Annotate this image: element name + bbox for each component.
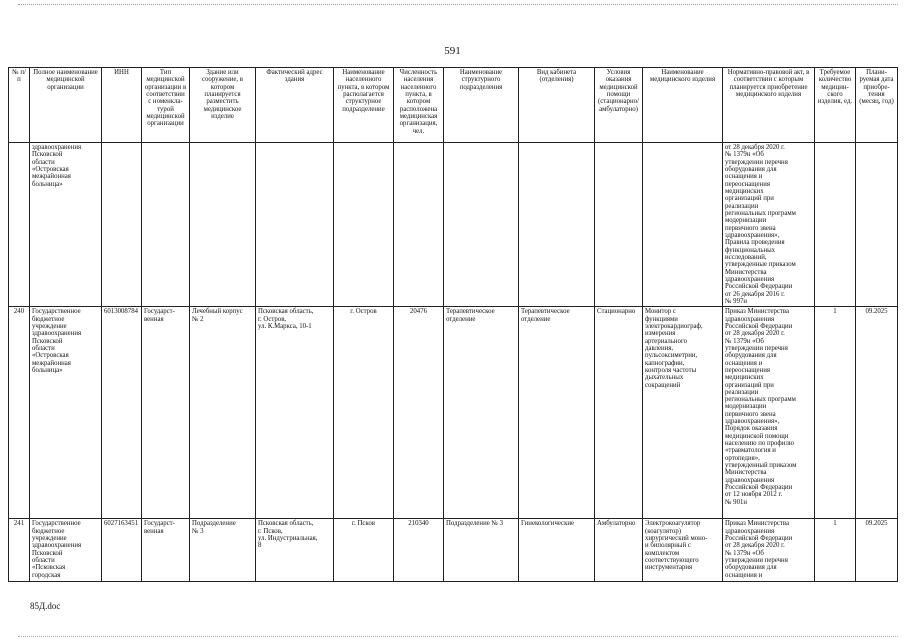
cell-address	[256, 143, 334, 307]
table-row	[9, 143, 898, 307]
col-header-subdivision: Наименование структурного подразделения	[444, 68, 519, 143]
cell-building	[190, 143, 256, 307]
col-header-cabinet: Вид кабинета (отделения)	[519, 68, 595, 143]
cell-date: 09.2025	[856, 307, 898, 519]
cell-conditions	[595, 143, 643, 307]
cell-act: от 28 декабря 2020 г. № 1379н «Об утверждении перечня оборудования для оснащения и переоснащения медицинских организаций при реализации региональных программ модернизации первичного звена здравоохранения», Правила проведения функциональных исследований, утвержденные приказом Министерства здравоохранения Российской Федерации от 26 декабря 2016 г. № 997н	[723, 143, 815, 307]
cell-act: Приказ Министерства здравоохранения Российской Федерации от 28 декабря 2020 г. № 1379н «Об утверждении перечня оборудования для оснащения и	[723, 519, 815, 582]
table-row	[9, 307, 898, 519]
col-header-qty: Требуемое количество медицин- ского изделия, ед.	[815, 68, 856, 143]
document-filename: 85Д.doc	[30, 601, 61, 611]
cell-type: Государст- венная	[142, 519, 190, 582]
cell-device	[643, 143, 723, 307]
cell-num	[9, 143, 30, 307]
cell-cabinet: Гинекологические	[519, 519, 595, 582]
cell-device: Электрокоагулятор (коагулятор) хирургический моно- и биполярный с комплектом соответствующего инструментария	[643, 519, 723, 582]
cell-conditions: Амбулаторно	[595, 519, 643, 582]
col-header-building: Здание или сооружение, в котором планируется разместить медицинское изделие	[190, 68, 256, 143]
cell-act: Приказ Министерства здравоохранения Российской Федерации от 28 декабря 2020 г. № 1379н «Об утверждении перечня оборудования для оснащения и переоснащения медицинских организаций при реализации региональных программ модернизации первичного звена здравоохранения», Порядок оказания медицинской помощи населению по профилю «травматология и ортопедия», утвержденный приказом Министерства здравоохранения Российской Федерации от 12 ноября 2012 г. № 901н	[723, 307, 815, 519]
cell-address: Псковская область, г. Псков, ул. Индустриальная, 8	[256, 519, 334, 582]
col-header-population: Численность населения населенного пункта, в котором расположена медицинская организация, чел.	[394, 68, 444, 143]
col-header-org: Полное наименование медицинской организации	[30, 68, 102, 143]
cell-inn: 6013008784	[102, 307, 142, 519]
cell-population: 210340	[394, 519, 444, 582]
cell-cabinet	[519, 143, 595, 307]
cell-org: Государственное бюджетное учреждение здравоохранения Псковской области «Островская межрайонная больница»	[30, 307, 102, 519]
col-header-act: Нормативно-правовой акт, в соответствии с которым планируется приобретение медицинского изделия	[723, 68, 815, 143]
cell-conditions: Стационарно	[595, 307, 643, 519]
col-header-inn: ИНН	[102, 68, 142, 143]
cell-num: 240	[9, 307, 30, 519]
cell-population	[394, 143, 444, 307]
cell-building: Подразделение № 3	[190, 519, 256, 582]
cell-qty	[815, 143, 856, 307]
col-header-conditions: Условия оказания медицинской помощи (стационарно/ амбулаторно)	[595, 68, 643, 143]
cell-type: Государст- венная	[142, 307, 190, 519]
cell-building: Лечебный корпус № 2	[190, 307, 256, 519]
medical-equipment-table	[8, 67, 898, 582]
cell-locality: г. Псков	[334, 519, 394, 582]
cell-cabinet: Терапевтическое отделение	[519, 307, 595, 519]
cell-population: 20476	[394, 307, 444, 519]
cell-org: Государственное бюджетное учреждение здравоохранения Псковской области «Псковская городская	[30, 519, 102, 582]
cell-inn: 6027163451	[102, 519, 142, 582]
cell-org: здравоохранения Псковской области «Островская межрайонная больница»	[30, 143, 102, 307]
scan-top-edge	[18, 4, 898, 6]
table-row	[9, 519, 898, 582]
table-header-row	[9, 68, 898, 143]
col-header-device: Наименование медицинского изделия	[643, 68, 723, 143]
cell-locality	[334, 143, 394, 307]
cell-date: 09.2025	[856, 519, 898, 582]
scan-bottom-edge	[18, 636, 898, 638]
cell-num: 241	[9, 519, 30, 582]
cell-subdivision	[444, 143, 519, 307]
col-header-type: Тип медицинской организации в соответствии с номенкла- турой медицинской организации	[142, 68, 190, 143]
cell-qty: 1	[815, 519, 856, 582]
cell-subdivision: Подразделение № 3	[444, 519, 519, 582]
cell-date	[856, 143, 898, 307]
cell-subdivision: Терапевтическое отделение	[444, 307, 519, 519]
cell-address: Псковская область, г. Остров, ул. К.Маркса, 10-1	[256, 307, 334, 519]
col-header-date: Плани- руемая дата приобре- тения (месяц, год)	[856, 68, 898, 143]
cell-device: Монитор с функциями электрокардиограф, измерения артериального давления, пульсоксиметрии, капнографии, контроля частоты дыхательных сокращений	[643, 307, 723, 519]
cell-qty: 1	[815, 307, 856, 519]
cell-inn	[102, 143, 142, 307]
page-number: 591	[444, 45, 461, 57]
col-header-locality: Наименование населенного пункта, в котором располагается структурное подразделение	[334, 68, 394, 143]
col-header-address: Фактический адрес здания	[256, 68, 334, 143]
cell-type	[142, 143, 190, 307]
col-header-num: № п/п	[9, 68, 30, 143]
cell-locality: г. Остров	[334, 307, 394, 519]
